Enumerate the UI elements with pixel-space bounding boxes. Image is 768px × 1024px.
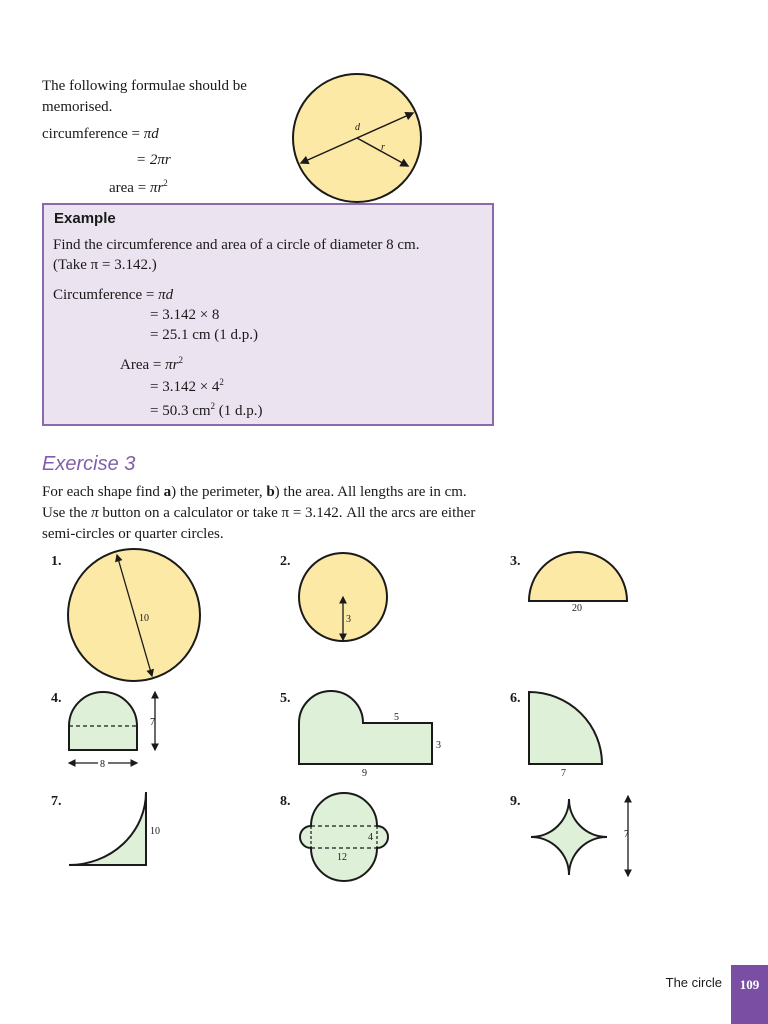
example-circ-step-3: = 25.1 cm (1 d.p.) [150,327,259,343]
example-pi-note: (Take π = 3.142.) [53,257,157,273]
q1-circle-diagram [68,549,200,681]
question-number: 2. [280,554,291,569]
example-circ-step-2: = 3.142 × 8 [150,307,220,323]
chapter-title: The circle [665,975,722,990]
text-run: ) the perimeter, [171,484,267,500]
dimension-label: 10 [139,613,149,624]
line-value: πd [158,287,174,303]
text-run: Use the [42,505,92,521]
dimension-label: 10 [150,826,160,837]
formula-exponent: 2 [163,178,168,188]
radius-label: r [381,142,385,153]
dimension-label: 12 [337,852,347,863]
line-value: = 3.142 × 4 [150,379,220,395]
dimension-label: 20 [572,603,582,614]
line-exponent: 2 [178,355,183,365]
dimension-label: 7 [624,829,629,840]
page-number: 109 [731,965,768,1024]
q3-semicircle-diagram [529,552,627,614]
q2-circle-diagram [299,553,387,641]
q7-curved-triangle-diagram [69,792,160,865]
line-note: (1 d.p.) [218,403,263,419]
line-value: πr [165,357,179,373]
line-exponent: 2 [219,377,224,387]
question-number: 1. [51,554,62,569]
q4-arch-diagram [69,692,155,770]
q9-astroid-diagram [531,796,629,876]
text-run: For each shape find [42,484,164,500]
question-number: 5. [280,691,291,706]
q6-quarter-circle-diagram [529,692,602,779]
dimension-label: 9 [362,768,367,779]
q5-composite-diagram [299,691,441,779]
example-question: Find the circumference and area of a circle of diameter 8 cm. [53,237,420,253]
question-number: 3. [510,554,521,569]
line-exponent: 2 [210,401,216,411]
exercise-instructions-3: semi-circles or quarter circles. [42,526,224,542]
q8-composite-circle-diagram [300,793,388,881]
intro-line-1: The following formulae should be [42,78,247,94]
formula-label: area = [109,180,147,196]
line-value: = 50.3 cm [150,403,211,419]
dimension-label: 3 [346,614,351,625]
text-run-bold: a [163,484,172,500]
text-run-bold: b [266,484,275,500]
formula-label: circumference = [42,126,140,142]
formula-value: πd [143,126,159,142]
question-number: 8. [280,794,291,809]
intro-line-2: memorised. [42,99,113,115]
question-number: 9. [510,794,521,809]
dimension-label: 5 [394,712,399,723]
dimension-label: 7 [150,717,155,728]
line-label: Area = [120,357,162,373]
diameter-label: d [355,122,360,133]
question-number: 7. [51,794,62,809]
text-run: button on a calculator or take π = 3.142. All the arcs are either [98,505,476,521]
pi-symbol: π [91,505,99,521]
line-label: Circumference = [53,287,155,303]
dimension-label: 8 [100,759,105,770]
example-title: Example [54,210,116,227]
dimension-label: 3 [436,740,441,751]
formula-circle-diagram [293,74,421,202]
formula-value: πr [149,180,164,196]
formula-circumference-2: = 2πr [136,152,171,168]
dimension-label: 7 [561,768,566,779]
text-run: ) the area. All lengths are in cm. [274,484,467,500]
dimension-label: 4 [368,832,373,843]
exercise-title: Exercise 3 [42,453,136,475]
question-number: 4. [51,691,62,706]
question-number: 6. [510,691,521,706]
